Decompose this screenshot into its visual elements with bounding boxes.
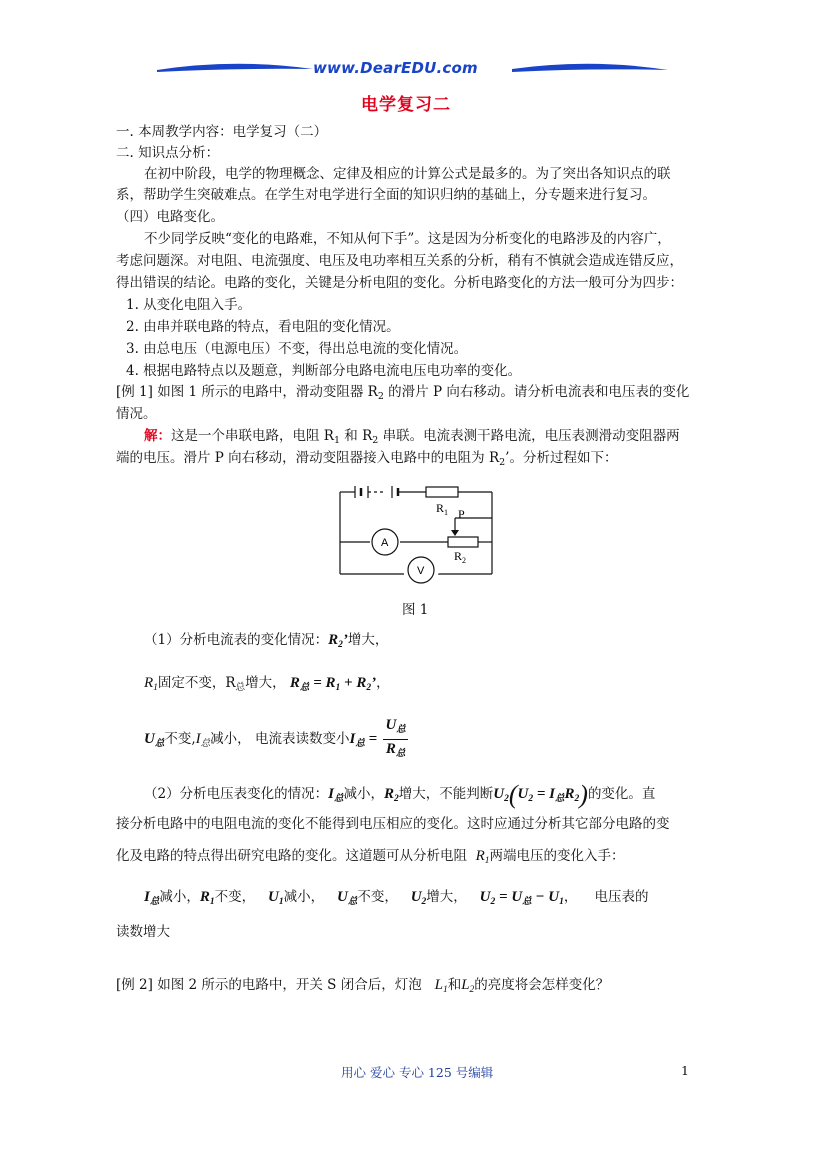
page-title: 电学复习二 bbox=[361, 95, 451, 115]
resistor-r2 bbox=[448, 537, 478, 547]
solution-sub-1: 1 bbox=[333, 435, 341, 446]
chain-text-4: 不变， bbox=[357, 889, 398, 905]
r1-symbol-3: $R_1$ bbox=[199, 889, 215, 907]
solution-sub-3: 2 bbox=[499, 457, 506, 468]
step-4: 4. 根据电路特点以及题意，判断部分电路电流电压电功率的变化。 bbox=[126, 363, 522, 379]
para-1-line-2: 系，帮助学生突破难点。在学生对电学进行全面的知识归纳的基础上，分专题来进行复习。 bbox=[116, 187, 656, 203]
total-resistance-formula: $R_总 = R_1 + R_2$’ bbox=[289, 675, 377, 693]
chain-text-1: 减小， bbox=[159, 889, 200, 905]
zong-sub-1: 总 bbox=[235, 682, 246, 693]
example-1-text-a: [例 1] 如图 1 所示的电路中，滑动变阻器 R bbox=[116, 384, 378, 400]
analysis-2-line-5: 读数增大 bbox=[116, 924, 170, 940]
example-1-sub: 2 bbox=[377, 391, 384, 402]
u2-symbol: $U_2$ bbox=[410, 889, 427, 907]
u-total-symbol: $U_总$ bbox=[144, 731, 165, 749]
u-total-symbol-2: $U_总$ bbox=[336, 889, 358, 907]
analysis-1-line-1 bbox=[144, 630, 388, 655]
analysis-1-text-a: （1）分析电流表的变化情况： bbox=[144, 632, 329, 648]
u1-symbol: $U_1$ bbox=[268, 889, 284, 907]
analysis-2-text-c: 增大，不能判断 bbox=[398, 786, 494, 802]
u2-formula: $U_2(U_2 = I_总R_2)$ bbox=[493, 780, 588, 809]
analysis-1-text-e: 不变, bbox=[164, 731, 196, 747]
para-1-line-1: 在初中阶段，电学的物理概念、定律及相应的计算公式是最多的。为了突出各知识点的联 bbox=[144, 166, 671, 182]
example-2-text-b: 的亮度将会怎样变化？ bbox=[474, 977, 610, 993]
analysis-2-text-a: （2）分析电压表变化的情况： bbox=[144, 786, 329, 802]
example-2-line bbox=[116, 975, 609, 1000]
solution-text-b: 和 R bbox=[340, 428, 373, 444]
para-2-line-2: 考虑问题深。对电阻、电流强度、电压及电功率相互关系的分析，稍有不慎就会造成连错反应， bbox=[116, 253, 683, 269]
step-3: 3. 由总电压（电源电压）不变，得出总电流的变化情况。 bbox=[126, 341, 468, 357]
section-two: 二. 知识点分析： bbox=[116, 145, 220, 161]
i-total-symbol-3: $I_总$ bbox=[144, 889, 160, 907]
voltmeter-label: V bbox=[417, 565, 425, 577]
analysis-1-text-f: 减小， 电流表读数变小 bbox=[210, 731, 350, 747]
analysis-2-line-4 bbox=[144, 887, 649, 912]
example-1-line-1 bbox=[116, 382, 689, 407]
chain-text-5: 增大， bbox=[426, 889, 467, 905]
r1-symbol: $R_1$ bbox=[144, 675, 158, 693]
analysis-1-comma: ， bbox=[376, 675, 390, 691]
i-total-symbol: $I_总$ bbox=[195, 731, 211, 749]
analysis-2-text-b: 减小， bbox=[343, 786, 384, 802]
example-2-text-a: [例 2] 如图 2 所示的电路中，开关 S 闭合后，灯泡 bbox=[116, 977, 422, 993]
solution-text-d: 端的电压。滑片 P 向右移动，滑动变阻器接入电路中的电阻为 R bbox=[116, 450, 500, 466]
step-2: 2. 由串并联电路的特点，看电阻的变化情况。 bbox=[126, 319, 400, 335]
i-total-symbol-2: $I_总$ bbox=[328, 786, 344, 804]
figure-1-caption: 图 1 bbox=[402, 602, 429, 618]
example-1-line-2: 情况。 bbox=[116, 406, 157, 422]
ammeter-label: A bbox=[381, 537, 389, 549]
analysis-2-line-3 bbox=[116, 846, 625, 871]
resistor-r1-label: $R_1$ bbox=[436, 501, 449, 517]
solution-sub-2: 2 bbox=[372, 435, 379, 446]
r2-prime-symbol: $R_2$’ bbox=[328, 632, 348, 650]
solution-text-e: ’。分析过程如下： bbox=[505, 450, 618, 466]
analysis-1-text-c: 固定不变，R bbox=[157, 675, 236, 691]
analysis-1-line-3 bbox=[144, 716, 410, 764]
chain-text-3: 减小， bbox=[283, 889, 325, 905]
page-number: 1 bbox=[681, 1063, 689, 1078]
solution-text-a: 这是一个串联电路，电阻 R bbox=[171, 428, 334, 444]
resistor-r2-label: $R_2$ bbox=[454, 549, 467, 565]
l1-l2-symbols: $L_1$和$L_2$ bbox=[434, 977, 475, 995]
header-swoosh-right bbox=[510, 60, 670, 78]
r1-symbol-2: $R_1$ bbox=[475, 848, 490, 866]
section-one: 一. 本周教学内容：电学复习（二） bbox=[116, 124, 328, 140]
header-swoosh-left bbox=[155, 60, 315, 78]
analysis-1-text-d: 增大， bbox=[245, 675, 286, 691]
footer-credit: 用心 爱心 专心 125 号编辑 bbox=[341, 1065, 494, 1080]
solution-text-c: 串联。电流表测干路电流，电压表测滑动变阻器两 bbox=[378, 428, 680, 444]
chain-comma: ， bbox=[563, 889, 578, 905]
analysis-1-text-b: 增大， bbox=[347, 632, 389, 648]
slider-arrow-icon bbox=[451, 530, 459, 536]
para-2-line-1: 不少同学反映“变化的电路难，不知从何下手”。这是因为分析变化的电路涉及的内容广， bbox=[144, 231, 671, 247]
circuit-diagram bbox=[330, 478, 500, 588]
analysis-2-line-1 bbox=[144, 779, 655, 814]
example-1-text-b: 的滑片 P 向右移动。请分析电流表和电压表的变化 bbox=[383, 384, 690, 400]
analysis-1-line-2 bbox=[144, 673, 390, 698]
current-formula: $I_总$ = bbox=[349, 731, 378, 749]
resistor-r1 bbox=[426, 487, 458, 497]
header-site-link[interactable]: www.DearEDU.com bbox=[313, 59, 478, 77]
analysis-2-line-2: 接分析电路中的电阻电流的变化不能得到电压相应的变化。这时应通过分析其它部分电路的变 bbox=[116, 816, 670, 832]
analysis-2-text-d: 的变化。直 bbox=[587, 786, 656, 802]
step-1: 1. 从变化电阻入手。 bbox=[126, 297, 252, 313]
slider-p-label: P bbox=[458, 507, 465, 521]
u2-formula-2: $U_2 = U_总 - U_1$ bbox=[479, 889, 564, 907]
current-fraction: $\frac{U_总}{R_总}$ bbox=[385, 717, 406, 759]
solution-line-2 bbox=[116, 448, 617, 473]
chain-text-2: 不变， bbox=[214, 889, 256, 905]
para-2-line-3: 得出错误的结论。电路的变化，关键是分析电阻的变化。分析电路变化的方法一般可分为四步： bbox=[116, 275, 683, 291]
analysis-2-text-e: 化及电路的特点得出研究电路的变化。这道题可从分析电阻 bbox=[116, 848, 467, 864]
solution-label: 解： bbox=[144, 428, 171, 444]
section-four: （四）电路变化。 bbox=[116, 209, 224, 225]
r2-symbol: $R_2$ bbox=[383, 786, 399, 804]
analysis-2-text-f: 两端电压的变化入手： bbox=[489, 848, 625, 864]
chain-text-6: 电压表的 bbox=[594, 889, 649, 905]
